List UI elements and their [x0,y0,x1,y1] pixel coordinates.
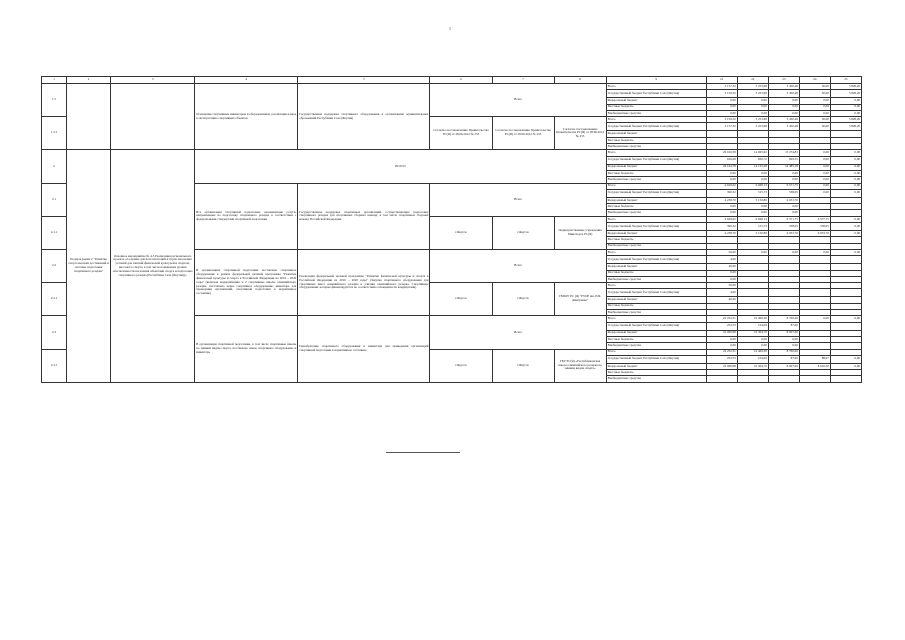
fund-source-label: Местные бюджеты [606,204,706,210]
amount-cell: 0,00 [830,189,861,197]
amount-cell: 3 450,48 [768,123,799,131]
fund-source-label: Государственный бюджет Республики Саха (Якутия) [606,289,706,297]
activity-result: Государственная поддержка спортивных организаций, осуществляющих подготовку спортивного резерва для спортивных сборных команд, в том числе спортивных сборных команд Российской Федерации [298,183,430,249]
fund-source-label: Местные бюджеты [606,104,706,110]
amount-cell: 0,00 [706,204,737,210]
amount-cell: 6 571,75 [768,183,799,189]
location-cell: г.Якутск [430,349,492,382]
amount-cell: 104,09 [737,355,768,363]
amount-cell: 3 159,52 [706,117,737,123]
amount-cell: 0,00 [830,177,861,183]
amount-cell: 0,00 [799,177,830,183]
amount-cell: 10 304,70 [737,330,768,336]
amount-cell: 0,00 [706,336,737,342]
amount-cell: 3 828,20 [830,123,861,131]
fund-source-label: Внебюджетные средства [606,376,706,382]
amount-cell: 6 033,70 [768,231,799,237]
amount-cell [799,376,830,382]
amount-cell: 30,00 [799,84,830,90]
header-cell: 22 [737,77,768,84]
header-cell: 3 [111,77,195,84]
amount-cell [799,289,830,297]
amount-cell: 0,00 [706,98,737,104]
amount-cell: 6 033,70 [768,197,799,203]
amount-cell: 0,00 [830,104,861,110]
amount-cell: 50,00 [706,249,737,255]
amount-cell: 0,00 [737,170,768,176]
amount-cell: 0,00 [768,343,799,349]
amount-cell: 0,00 [737,98,768,104]
amount-cell: 8 616,50 [799,363,830,369]
amount-cell: 0,00 [706,104,737,110]
amount-cell: 0,00 [799,170,830,176]
fund-source-label: Государственный бюджет Республики Саха (Якутия) [606,189,706,197]
total-label: Всего [430,84,606,117]
fund-source-label: Всего [606,349,706,355]
amount-cell: 0,00 [830,231,861,237]
grand-total-label: ВСЕГО [195,150,606,183]
amount-cell: 15 274,83 [768,150,799,156]
amount-cell: 30,00 [799,123,830,131]
amount-cell [768,376,799,382]
fund-source-label: Федеральный бюджет [606,330,706,336]
amount-cell: 0,00 [799,164,830,170]
amount-cell: 3 828,20 [830,117,861,123]
amount-cell: 8 607,00 [768,330,799,336]
amount-cell [830,289,861,297]
amount-cell: 0,00 [799,156,830,164]
amount-cell: 5 150,80 [737,231,768,237]
fund-source-label: Государственный бюджет Республики Саха (Якутия) [606,256,706,264]
amount-cell: 87,00 [768,355,799,363]
activity-description: В организации спортивной подготовки, в том числе спортивные школы по зимним видам спорта, поставлено новое спортивное оборудование и инвентарь [195,316,298,382]
activity-result: Государственная поддержка спортивного оборудования в организациях муниципальных образований Республики Саха (Якутия) [298,84,430,150]
activity-description: Все организации спортивной подготовки, оказывающие услуги, направленные на подготовку спортивного резерва в соответствии с федеральными стандартами спортивной подготовки [195,183,298,249]
fund-source-label: Всего [606,150,706,156]
fund-source-label: Внебюджетные средства [606,343,706,349]
fund-source-label: Всего [606,316,706,322]
amount-cell: 14 125,28 [737,164,768,170]
fund-source-label: Всего [606,84,706,90]
amount-cell [706,376,737,382]
executor-cell: Согласно постановлению Правительства РС(Я) от 28.06.2012 № 253 [554,117,606,150]
amount-cell: 0,00 [799,249,830,255]
page-number: 1 [449,26,451,31]
fund-source-label: Государственный бюджет Республики Саха (Якутия) [606,123,706,131]
header-cell: 21 [706,77,737,84]
fund-source-label: Местные бюджеты [606,137,706,143]
amount-cell: 46,00 [706,264,737,270]
amount-cell: 0,00 [706,343,737,349]
fund-source-label: Государственный бюджет Республики Саха (Якутия) [606,322,706,330]
fund-source-label: Всего [606,183,706,189]
budget-table-sheet [41,76,862,383]
amount-cell: 22 252,51 [706,316,737,322]
header-cell: 23 [768,77,799,84]
executor-cell: ГБУ РС(Я) «Республиканская школа олимпийского резерва по зимним видам спорта» [554,349,606,382]
amount-cell: 0,00 [830,355,861,363]
amount-cell: 0,00 [830,183,861,189]
activity-result: Реализация федеральной целевой программы "Развитие физической культуры и спорта в Российской Федерации на 2016 – 2020 годы" (Закупка спортивного оборудования для спортивных школ олимпийского резерва и училищ олимпийского резерва. Спортивные оборудования, которые финансируются по соответствию оснащенности кандидатами) [298,249,430,315]
amount-cell: 3 253,68 [737,123,768,131]
header-cell: 6 [430,77,492,84]
fund-source-label: Всего [606,249,706,255]
header-cell: 24 [799,77,830,84]
total-label: Всего [430,249,606,282]
amount-cell: 0,00 [830,316,861,322]
amount-cell: 4 238,70 [706,197,737,203]
amount-cell: 0,00 [706,210,737,216]
amount-cell: 4 629,02 [706,183,737,189]
amount-cell: 10 409,30 [737,316,768,322]
amount-cell [737,289,768,297]
amount-cell: 515,73 [737,189,768,197]
amount-cell: 0,00 [799,316,830,322]
fund-source-label: Внебюджетные средства [606,243,706,249]
amount-cell: 3 450,48 [768,117,799,123]
fund-source-label: Всего [606,216,706,222]
amount-cell: 252,53 [706,355,737,363]
fund-source-label: Всего [606,117,706,123]
amount-cell [737,376,768,382]
amount-cell: 0,00 [830,216,861,222]
amount-cell: 3 253,68 [737,84,768,90]
row-number: 2.2 [42,249,67,282]
location-cell: г.Якутск [492,216,554,249]
fund-source-label: Внебюджетные средства [606,177,706,183]
amount-cell: 0,00 [799,150,830,156]
amount-cell: 3 253,68 [737,90,768,98]
fund-source-label: Внебюджетные средства [606,144,706,150]
amount-cell: 538,05 [768,223,799,231]
fund-source-label: Федеральный бюджет [606,164,706,170]
empty-cell [111,84,195,150]
amount-cell: 0,00 [706,177,737,183]
header-cell: 25 [830,77,861,84]
header-cell: 4 [195,77,298,84]
header-cell: 9 [606,77,706,84]
amount-cell: 30,00 [799,90,830,98]
fund-source-label: Государственный бюджет Республики Саха (Якутия) [606,355,706,363]
fund-source-label: Местные бюджеты [606,270,706,276]
fund-source-label: Государственный бюджет Республики Саха (Якутия) [606,90,706,98]
amount-cell [830,256,861,264]
amount-cell: 0,00 [799,110,830,116]
amount-cell: 6 668,13 [737,216,768,222]
amount-cell: 0,00 [737,177,768,183]
amount-cell: 0,00 [768,204,799,210]
fund-source-label: Местные бюджеты [606,170,706,176]
header-cell: 7 [492,77,554,84]
amount-cell [768,289,799,297]
amount-cell: 3 828,20 [830,90,861,98]
amount-cell: 46,00 [706,297,737,303]
amount-cell: 0,00 [706,276,737,282]
activity-result: Приобретение спортивного оборудования и инвентаря для приведения организаций спортивной подготовки в нормативное состояние [298,316,430,382]
amount-cell: 22 000,98 [706,330,737,336]
fund-source-label: Внебюджетные средства [606,110,706,116]
fund-source-label: Местные бюджеты [606,303,706,309]
amount-cell: 3 828,20 [830,84,861,90]
fund-source-label: Федеральный бюджет [606,98,706,104]
amount-cell: 14 065,92 [737,150,768,156]
amount-cell: 8 700,00 [768,349,799,355]
fund-source-label: Местные бюджеты [606,336,706,342]
amount-cell: 0,00 [768,210,799,216]
row-number: 2.3 [42,316,67,349]
amount-cell: 0,00 [799,104,830,110]
amount-cell: 0,00 [799,189,830,197]
fund-source-label: Внебюджетные средства [606,276,706,282]
fund-source-label: Местные бюджеты [606,370,706,376]
activity-description: Оснащение спортивным инвентарем и оборудованием, реализация и ввод в эксплуатацию спортивных объектов [195,84,298,150]
fund-source-label: Федеральный бюджет [606,264,706,270]
amount-cell: 3 159,52 [706,90,737,98]
amount-cell: 0,00 [768,177,799,183]
amount-cell: 88,97 [799,355,830,363]
amount-cell: 87,00 [768,322,799,330]
amount-cell: 0,00 [830,164,861,170]
amount-cell: 0,00 [830,156,861,164]
fund-source-label: Федеральный бюджет [606,231,706,237]
location-cell: Согласно постановлению Правительства РС(Я) от 28.06.2012 № 253 [492,117,554,150]
fund-source-label: Всего [606,283,706,289]
amount-cell: 3 450,48 [768,90,799,98]
header-row [42,77,862,84]
row-number: 2.3.1 [42,349,67,382]
amount-cell: 50,00 [706,283,737,289]
header-cell: 2 [67,77,111,84]
amount-cell: 5 150,80 [737,197,768,203]
fund-source-label: Внебюджетные средства [606,310,706,316]
amount-cell: 3 253,68 [737,117,768,123]
fund-source-label: Федеральный бюджет [606,297,706,303]
amount-cell: 515,73 [737,223,768,231]
amount-cell [830,376,861,382]
header-cell: 1 [42,77,67,84]
empty-cell [67,84,111,150]
footnote-separator [386,452,460,453]
fund-source-label: Федеральный бюджет [606,197,706,203]
executor-cell: Подведомственные учреждения Минспорта РС(Я) [554,216,606,249]
amount-cell: 0,00 [799,98,830,104]
activity-description: В организациях спортивной подготовки поставлено спортивное оборудование в рамках федеральной целевой программы "Развитие физической культуры и спорта в Российской Федерации на 2016 – 2020 годы" (включая модернизацию и 2 спортивные школы олимпийского резерва, поставлено новое спортивное оборудование, инвентарь для проведения организаций, спортивной подготовки в нормативное состояние) [195,249,298,315]
amount-cell: 0,00 [737,249,768,255]
total-label: Всего [430,183,606,216]
amount-cell: 26 910,58 [706,150,737,156]
amount-cell: 538,05 [799,223,830,231]
amount-cell: 0,00 [768,336,799,342]
amount-cell: 0,00 [768,104,799,110]
amount-cell: 10 304,70 [737,363,768,369]
amount-cell: 0,00 [830,363,861,369]
amount-cell: 0,00 [830,98,861,104]
fund-source-label: Государственный бюджет Республики Саха (Якутия) [606,223,706,231]
amount-cell: 836,72 [737,156,768,164]
row-number: 2.2.1 [42,283,67,316]
amount-cell: 14 485,18 [768,164,799,170]
header-cell: 8 [554,77,606,84]
amount-cell: 4 238,70 [706,231,737,237]
amount-cell: 0,00 [830,223,861,231]
amount-cell: 538,05 [768,189,799,197]
amount-cell: 390,32 [706,189,737,197]
amount-cell: 0,00 [706,270,737,276]
amount-cell: 6 577,75 [799,216,830,222]
location-cell: г.Якутск [492,349,554,382]
amount-cell [737,256,768,264]
fund-source-label: Внебюджетные средства [606,210,706,216]
amount-cell [799,256,830,264]
amount-cell: 0,00 [830,150,861,156]
row-number: 2.1.1 [42,216,67,249]
fund-source-label: Федеральный бюджет [606,131,706,137]
amount-cell: 0,00 [737,210,768,216]
amount-cell: 4,00 [706,256,737,264]
amount-cell: 0,00 [799,183,830,189]
location-cell: г.Якутск [430,283,492,316]
amount-cell: 0,00 [706,110,737,116]
amount-cell [768,256,799,264]
amount-cell: 0,00 [706,170,737,176]
row-number: 1.5.1 [42,117,67,150]
amount-cell: 22 252,51 [706,349,737,355]
header-cell: 5 [298,77,430,84]
amount-cell: 30,00 [799,117,830,123]
budget-table [41,76,862,383]
subprogram-name: Подпрограмма 2 "Развитие спорта высших достижений и системы подготовки спортивного резерва" [67,150,111,382]
amount-cell: 3 157,52 [706,84,737,90]
amount-cell: 0,00 [830,170,861,176]
amount-cell: 6 571,75 [768,216,799,222]
amount-cell [830,322,861,330]
amount-cell: 22 000,98 [706,363,737,369]
amount-cell: 3 450,48 [768,84,799,90]
amount-cell: 8 607,00 [768,363,799,369]
location-cell: г.Якутск [492,283,554,316]
main-activity-name: Основное мероприятие № 4-5 Реализация регионального проекта «Создание для всех категорий и групп населения условий для занятий физической культурой и спортом, массового спорта, в том числе повышение уровня обеспеченности населения объектами спорта и подготовка спортивного резерва (Республика Саха (Якутия))» [111,150,195,382]
amount-cell: 0,00 [737,204,768,210]
amount-cell: 104,09 [737,322,768,330]
amount-cell: 0,00 [737,110,768,116]
amount-cell: 0,00 [768,110,799,116]
amount-cell: 829,55 [768,156,799,164]
amount-cell: 4,00 [706,289,737,297]
amount-cell: 6 668,13 [737,183,768,189]
amount-cell: 8 700,00 [768,316,799,322]
amount-cell: 0,00 [768,249,799,255]
amount-cell: 0,00 [830,110,861,116]
amount-cell: 252,53 [706,322,737,330]
fund-source-label: Федеральный бюджет [606,363,706,369]
amount-cell: 3 157,52 [706,123,737,131]
amount-cell: 0,00 [768,170,799,176]
fund-source-label: Государственный бюджет Республики Саха (Якутия) [606,156,706,164]
fund-source-label: Местные бюджеты [606,237,706,243]
amount-cell: 0,00 [768,98,799,104]
amount-cell [799,322,830,330]
amount-cell: 0,00 [737,343,768,349]
row-number: 2.1 [42,183,67,216]
amount-cell: 0,00 [737,336,768,342]
amount-cell: 0,00 [737,104,768,110]
location-cell: г.Якутск [430,216,492,249]
amount-cell: 390,32 [706,223,737,231]
location-cell: Согласно постановлению Правительства РС(Я) от 28.06.2012 № 253 [430,117,492,150]
amount-cell: 10 409,30 [737,349,768,355]
row-number: 2 [42,150,67,183]
amount-cell: 26 164,78 [706,164,737,170]
row-number: 1.5 [42,84,67,117]
total-label: Всего [430,316,606,349]
amount-cell: 636,08 [706,156,737,164]
amount-cell: 4 629,02 [706,216,737,222]
executor-cell: ГБПОУ РС (Я) "РУОР им. Р.М. Дмитриева" [554,283,606,316]
amount-cell: 6 033,70 [799,231,830,237]
amount-cell: 0,00 [830,249,861,255]
